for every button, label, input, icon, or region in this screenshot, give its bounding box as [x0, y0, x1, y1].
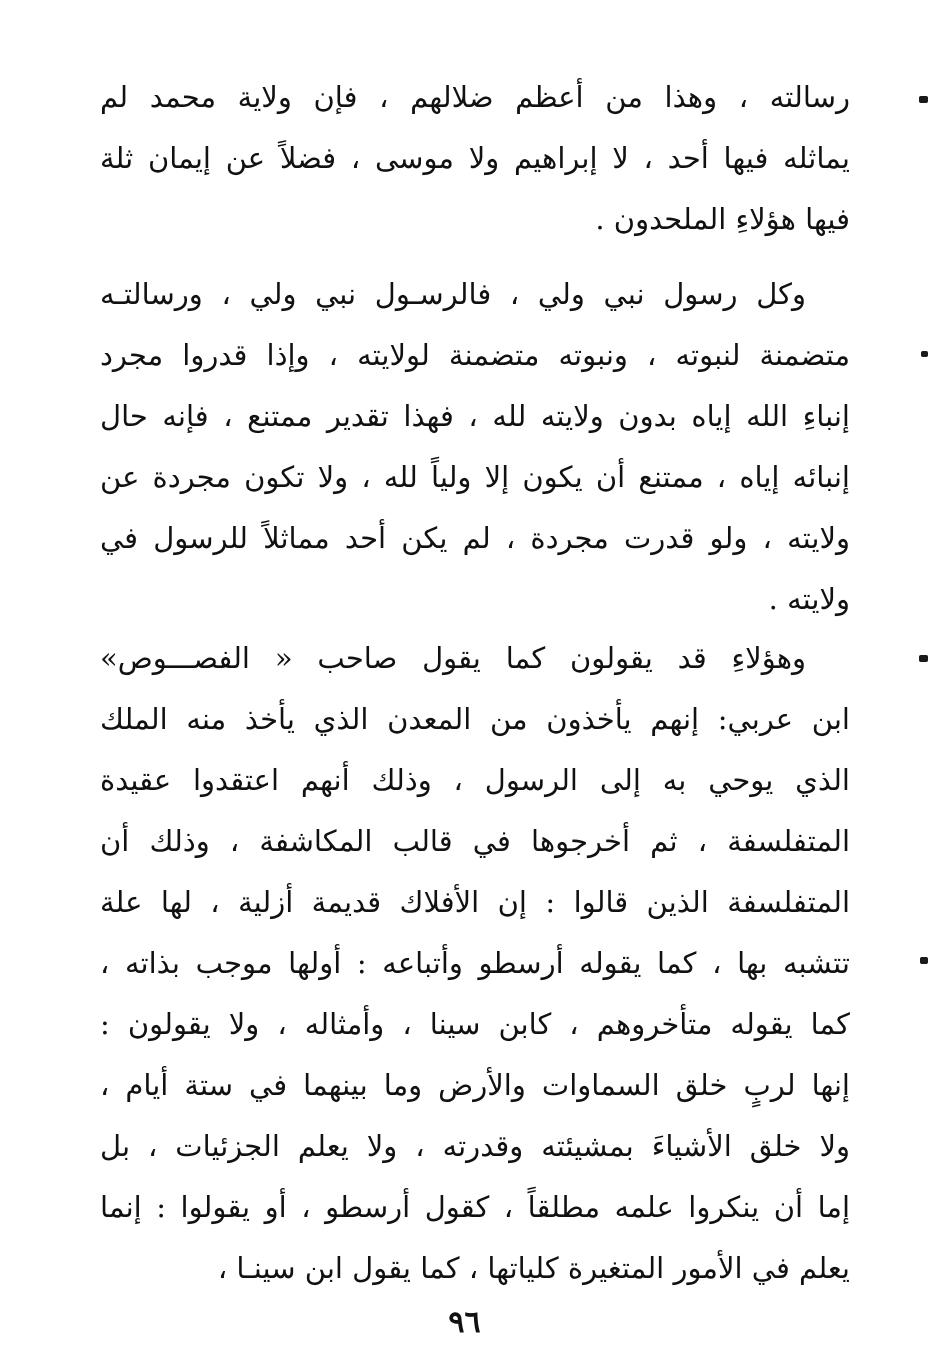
text-line: الذي يوحي به إلى الرسول ، وذلك أنهم اعتقدوا عقيدة — [100, 763, 850, 797]
text-line: ولايته ، ولو قدرت مجردة ، لم يكن أحد مماثلاً للرسول في — [100, 521, 850, 555]
text-line: فيها هؤلاءِ الملحدون . — [595, 202, 850, 236]
margin-mark — [919, 655, 928, 662]
text-line: يماثله فيها أحد ، لا إبراهيم ولا موسى ، فضلاً عن إيمان ثلة — [100, 141, 850, 175]
paragraph-2 — [100, 264, 850, 630]
text-line: ابن عربي: إنهم يأخذون من المعدن الذي يأخذ منه الملك — [100, 702, 850, 736]
text-line: إنها لربٍ خلق السماوات والأرض وما بينهما في ستة أيام ، — [100, 1068, 850, 1102]
paragraph-1 — [100, 67, 850, 250]
text-line: إنباءِ الله إياه بدون ولايته لله ، فهذا تقدير ممتنع ، فإنه حال — [100, 399, 850, 433]
text-line: وكل رسول نبي ولي ، فالرسـول نبي ولي ، ورسالتـه — [100, 277, 806, 311]
margin-mark — [920, 957, 928, 964]
margin-mark — [919, 96, 928, 103]
text-line: المتفلسفة ، ثم أخرجوها في قالب المكاشفة ، وذلك أن — [100, 824, 850, 858]
text-line: وهؤلاءِ قد يقولون كما يقول صاحب « الفصـــوص» — [100, 641, 806, 675]
page-number: ٩٦ — [448, 1305, 481, 1340]
text-line: المتفلسفة الذين قالوا : إن الأفلاك قديمة أزلية ، لها علة — [100, 885, 850, 919]
text-line: إنبائه إياه ، ممتنع أن يكون إلا ولياً لله ، ولا تكون مجردة عن — [100, 460, 850, 494]
text-line: تتشبه بها ، كما يقوله أرسطو وأتباعه : أولها موجب بذاته ، — [100, 946, 850, 980]
text-line: متضمنة لنبوته ، ونبوته متضمنة لولايته ، وإذا قدروا مجرد — [100, 338, 850, 372]
paragraph-3 — [100, 628, 850, 1299]
text-line: ولا خلق الأشياءَ بمشيئته وقدرته ، ولا يعلم الجزئيات ، بل — [100, 1129, 850, 1163]
text-line: ولايته . — [768, 582, 850, 616]
text-line: كما يقوله متأخروهم ، كابن سينا ، وأمثاله ، ولا يقولون : — [100, 1007, 850, 1041]
text-line: يعلم في الأمور المتغيرة كلياتها ، كما يقول ابن سينـا ، — [217, 1251, 850, 1285]
margin-mark — [921, 351, 928, 357]
text-line: إما أن ينكروا علمه مطلقاً ، كقول أرسطو ، أو يقولوا : إنما — [100, 1190, 850, 1224]
text-line: رسالته ، وهذا من أعظم ضلالهم ، فإن ولاية محمد لم — [100, 80, 850, 114]
